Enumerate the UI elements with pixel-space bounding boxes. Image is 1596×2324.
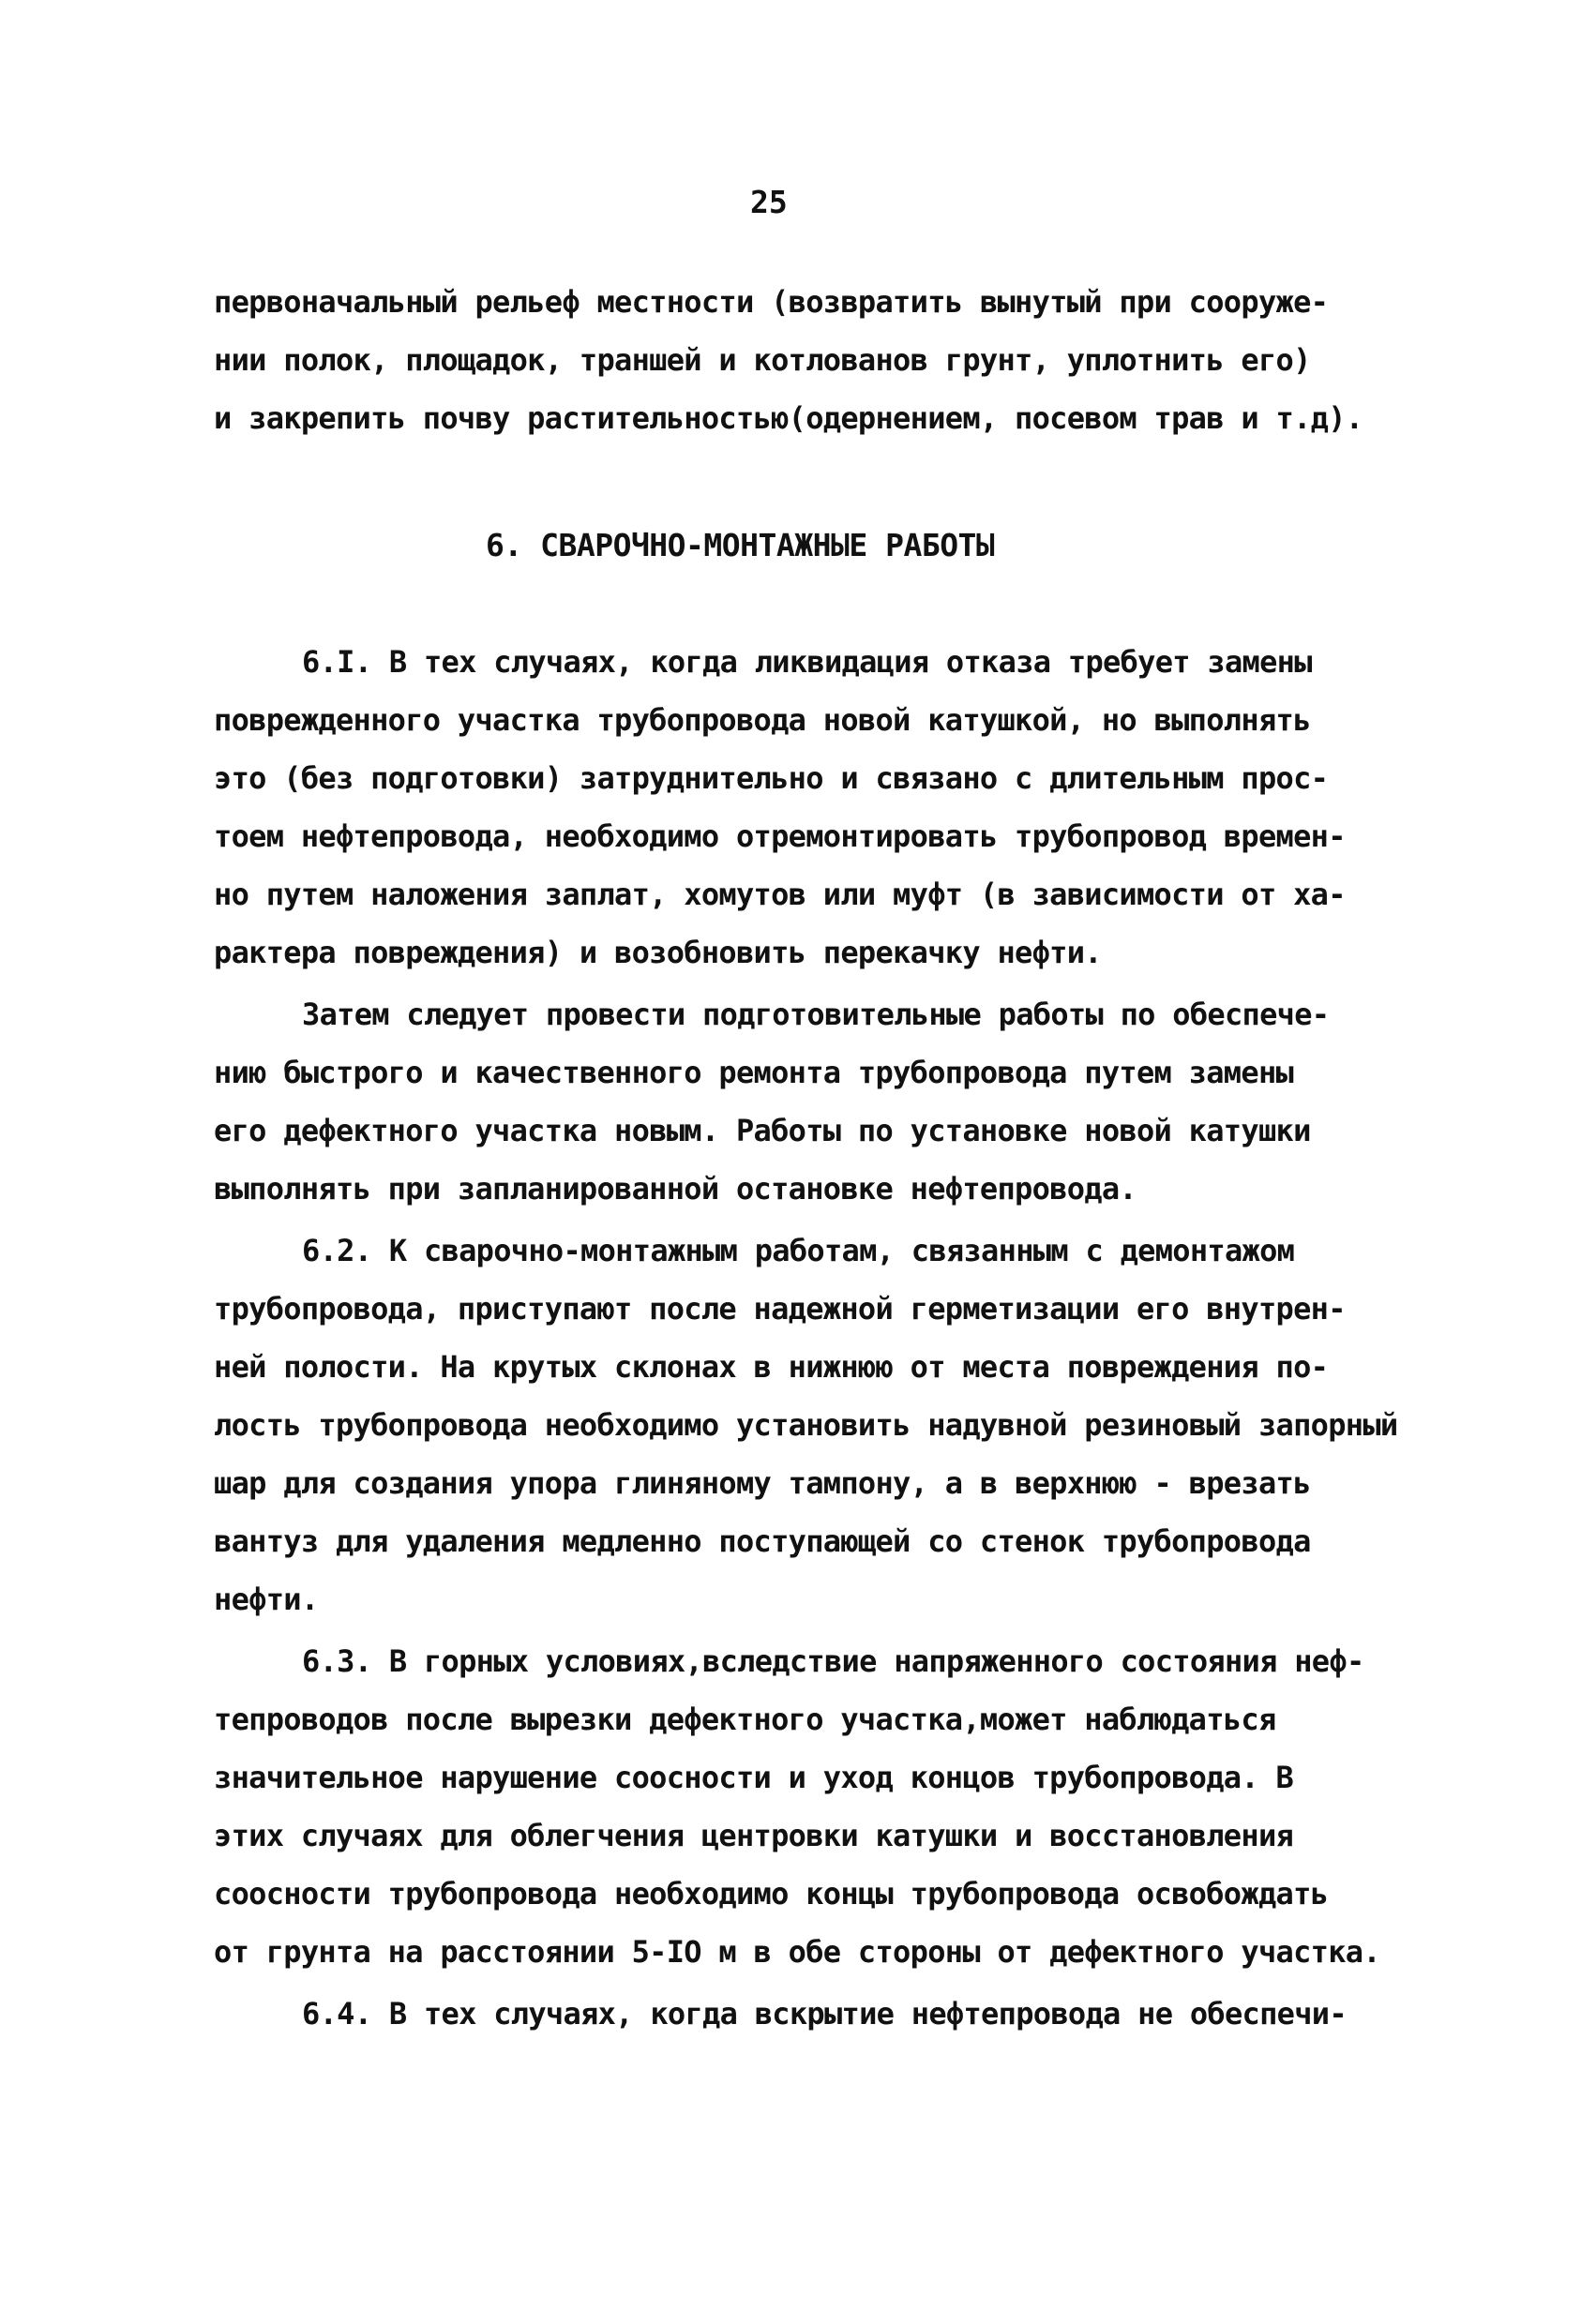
paragraph-line: трубопровода, приступают после надежной герметизации его внутрен- <box>214 1291 1346 1327</box>
paragraph-line: соосности трубопровода необходимо концы трубопровода освобождать <box>214 1876 1329 1912</box>
intro-line: и закрепить почву растительностью(одернением, посевом трав и т.д). <box>214 400 1363 436</box>
paragraph-line: 6.4. В тех случаях, когда вскрытие нефтепровода не обеспечи- <box>302 1996 1347 2032</box>
paragraph-line: это (без подготовки) затруднительно и связано с длительным прос- <box>214 760 1329 796</box>
paragraph-line: нию быстрого и качественного ремонта трубопровода путем замены <box>214 1055 1294 1090</box>
paragraph-line: от грунта на расстоянии 5-IO м в обе стороны от дефектного участка. <box>214 1934 1380 1970</box>
paragraph-line: лость трубопровода необходимо установить надувной резиновый запорный <box>214 1407 1398 1443</box>
page-number: 25 <box>750 184 788 220</box>
paragraph-line: значительное нарушение соосности и уход концов трубопровода. В <box>214 1760 1294 1795</box>
paragraph-line: 6.I. В тех случаях, когда ликвидация отказа требует замены <box>302 644 1312 680</box>
paragraph-line: Затем следует провести подготовительные работы по обеспече- <box>302 997 1330 1032</box>
paragraph-line: тоем нефтепровода, необходимо отремонтировать трубопровод времен- <box>214 818 1346 854</box>
paragraph-line: но путем наложения заплат, хомутов или муфт (в зависимости от ха- <box>214 877 1346 912</box>
paragraph-line: этих случаях для облегчения центровки катушки и восстановления <box>214 1818 1294 1853</box>
paragraph-line: 6.2. К сварочно-монтажным работам, связанным с демонтажом <box>302 1233 1295 1268</box>
paragraph-line: нефти. <box>214 1582 319 1617</box>
paragraph-line: тепроводов после вырезки дефектного участка,может наблюдаться <box>214 1702 1276 1737</box>
intro-line: нии полок, площадок, траншей и котлованов грунт, уплотнить его) <box>214 342 1311 378</box>
paragraph-line: выполнять при запланированной остановке нефтепровода. <box>214 1171 1137 1207</box>
paragraph-line: рактера повреждения) и возобновить перекачку нефти. <box>214 935 1102 970</box>
intro-line: первоначальный рельеф местности (возвратить вынутый при сооруже- <box>214 284 1329 320</box>
paragraph-line: 6.3. В горных условиях,вследствие напряженного состояния неф- <box>302 1643 1364 1679</box>
paragraph-line: поврежденного участка трубопровода новой катушкой, но выполнять <box>214 702 1311 738</box>
paragraph-line: шар для создания упора глиняному тампону, а в верхнюю - врезать <box>214 1465 1311 1501</box>
paragraph-line: вантуз для удаления медленно поступающей со стенок трубопровода <box>214 1523 1311 1559</box>
paragraph-line: ней полости. На крутых склонах в нижнюю от места повреждения по- <box>214 1349 1329 1385</box>
section-title: 6. СВАРОЧНО-МОНТАЖНЫЕ РАБОТЫ <box>486 527 995 563</box>
paragraph-line: его дефектного участка новым. Работы по установке новой катушки <box>214 1113 1311 1148</box>
